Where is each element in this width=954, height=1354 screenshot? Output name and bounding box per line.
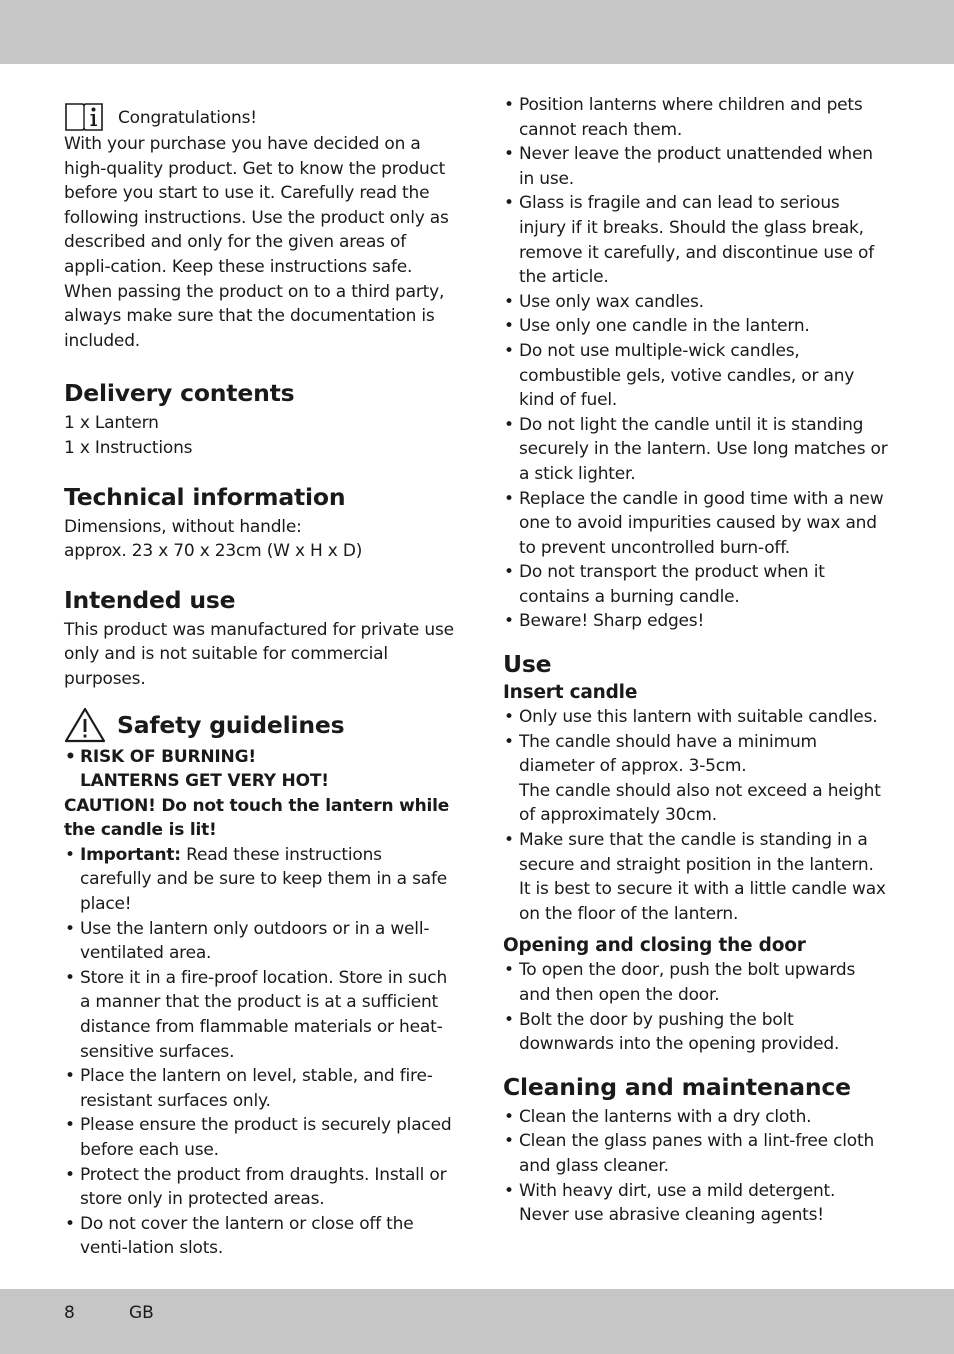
safety-item: • Do not transport the product when it contains a burning candle. [503, 560, 889, 609]
header-band [0, 0, 954, 64]
warning-triangle-icon [64, 707, 106, 743]
delivery-line-2: 1 x Instructions [64, 437, 193, 458]
insert-note-2: It is best to secure it with a little candle wax on the floor of the lantern. [519, 879, 886, 924]
technical-information-heading: Technical information [64, 482, 346, 511]
important-text: Read these instructions carefully and be sure to keep them in a safe place! [80, 844, 447, 915]
safety-item: • Never leave the product unattended when in use. [503, 142, 889, 191]
safety-risk-list [64, 745, 456, 794]
safety-item: • Store it in a fire-proof location. Store in such a manner that the product is at a sufficient distance from flammable materials or heat-sensitive surfaces. [64, 966, 456, 1064]
delivery-contents-heading: Delivery contents [64, 379, 295, 408]
language-code: GB [129, 1303, 154, 1323]
insert-note-1: The candle should also not exceed a height of approximately 30cm. [519, 780, 881, 826]
safety-item: • Position lanterns where children and pets cannot reach them. [503, 93, 889, 142]
safety-guidelines-heading: Safety guidelines [117, 710, 345, 739]
safety-item: • Do not cover the lantern or close off the venti-lation slots. [64, 1212, 456, 1261]
cleaning-item: • Clean the glass panes with a lint-free cloth and glass cleaner. [503, 1129, 889, 1178]
safety-item: • Please ensure the product is securely placed before each use. [64, 1113, 456, 1162]
page-number: 8 [64, 1303, 75, 1323]
door-item: • To open the door, push the bolt upwards and then open the door. [503, 958, 889, 1007]
use-heading: Use [503, 650, 552, 679]
cleaning-item: • With heavy dirt, use a mild detergent. [503, 1179, 889, 1204]
cleaning-item: • Clean the lanterns with a dry cloth. [503, 1105, 889, 1130]
safety-item: • Replace the candle in good time with a new one to avoid impurities caused by wax and to prevent uncontrolled burn-off. [503, 487, 889, 561]
door-heading: Opening and closing the door [503, 935, 806, 957]
info-book-icon [65, 100, 103, 132]
right-column [503, 93, 889, 1228]
intended-use-heading: Intended use [64, 585, 236, 614]
safety-risk-item [64, 745, 456, 794]
technical-line-1: Dimensions, without handle: [64, 516, 302, 537]
intro-heading [64, 94, 456, 132]
safety-item: • Do not use multiple-wick candles, combustible gels, votive candles, or any kind of fuel. [503, 339, 889, 413]
safety-item: • Use only wax candles. [503, 290, 889, 315]
delivery-line-1: 1 x Lantern [64, 413, 159, 434]
intro-paragraph-1: With your purchase you have decided on a high-quality product. Get to know the product before you start to use it. Carefully read the following instructions. Use the product only as described and only for the given areas of appli-cation. Keep these instructions safe. [64, 134, 449, 277]
safety-item: • Place the lantern on level, stable, and fire-resistant surfaces only. [64, 1064, 456, 1113]
risk-line-2: LANTERNS GET VERY HOT! [80, 771, 329, 792]
safety-item: • Beware! Sharp edges! [503, 609, 889, 634]
door-list [503, 958, 889, 1056]
cleaning-note: Never use abrasive cleaning agents! [519, 1205, 824, 1226]
safety-guidelines-heading-row [64, 707, 456, 743]
safety-list-left [64, 843, 456, 1261]
insert-candle-list-2 [503, 828, 889, 877]
insert-item: • Make sure that the candle is standing in a secure and straight position in the lantern. [503, 828, 889, 877]
caution-text: CAUTION! Do not touch the lantern while the candle is lit! [64, 795, 450, 841]
safety-important-item [64, 843, 456, 917]
door-item: • Bolt the door by pushing the bolt downwards into the opening provided. [503, 1008, 889, 1057]
insert-item: • The candle should have a minimum diameter of approx. 3-5cm. [503, 730, 889, 779]
safety-item: • Use the lantern only outdoors or in a well-ventilated area. [64, 917, 456, 966]
safety-item: • Do not light the candle until it is standing securely in the lantern. Use long matches or a stick lighter. [503, 413, 889, 487]
safety-item: • Protect the product from draughts. Install or store only in protected areas. [64, 1163, 456, 1212]
intro-greeting: Congratulations! [118, 108, 257, 128]
insert-candle-heading: Insert candle [503, 682, 638, 704]
cleaning-heading: Cleaning and maintenance [503, 1072, 851, 1101]
left-column [64, 94, 456, 1261]
insert-item: • Only use this lantern with suitable candles. [503, 705, 889, 730]
technical-line-2: approx. 23 x 70 x 23cm (W x H x D) [64, 541, 363, 562]
safety-item: • Use only one candle in the lantern. [503, 314, 889, 339]
risk-line-1: RISK OF BURNING! [80, 746, 256, 767]
cleaning-list [503, 1105, 889, 1203]
important-label: Important: [80, 844, 181, 865]
insert-candle-list [503, 705, 889, 779]
intro-paragraph-2: When passing the product on to a third party, always make sure that the documentation is included. [64, 281, 445, 351]
safety-item: • Glass is fragile and can lead to serious injury if it breaks. Should the glass break, remove it carefully, and discontinue use of the article. [503, 191, 889, 289]
intended-use-text: This product was manufactured for private use only and is not suitable for commercial purposes. [64, 619, 454, 689]
safety-list-right [503, 93, 889, 634]
